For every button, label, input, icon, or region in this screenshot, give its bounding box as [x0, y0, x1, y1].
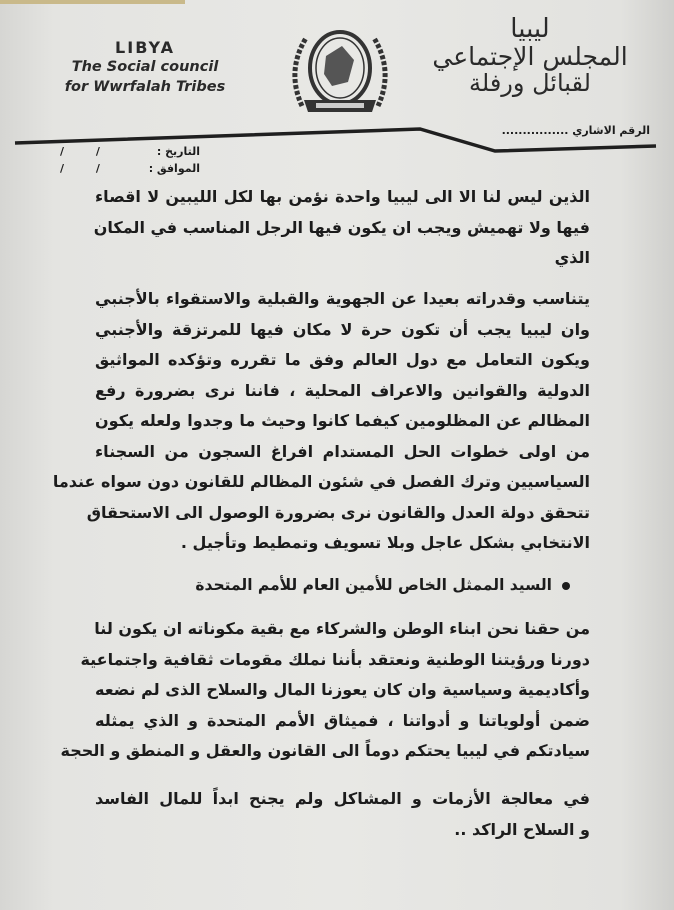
text-line: المظالم عن المظلومين كيفما كانوا وحيث ما وجدوا ولعله يكون [95, 411, 590, 430]
date-value-2: / / [60, 162, 114, 175]
text-line: سيادتكم في ليبيا يحتكم دوماً الى القانون والعقل و المنطق و الحجة [60, 741, 590, 760]
reference-number-field [502, 124, 650, 137]
letterhead-english [40, 38, 250, 97]
date-fields [60, 145, 200, 179]
text-line: الدولية والقوانين والاعراف المحلية ، فاننا نرى بضرورة رفع [95, 380, 590, 400]
council-emblem-icon [282, 26, 398, 118]
letterhead-country-ar: ليبيا [510, 14, 550, 44]
date-label: التاريخ : [156, 145, 200, 158]
paragraph-1 [95, 182, 590, 274]
date-field-hijri [60, 145, 200, 162]
text-line: وان ليبيا يجب أن تكون حرة لا مكان فيها للمرتزقة والأجنبي [95, 319, 590, 339]
text-line: دورنا ورؤيتنا الوطنية ونعتقد بأننا نملك مقومات ثقافية واجتماعية [80, 649, 590, 669]
bullet-heading-text: السيد الممثل الخاص للأمين العام للأمم المتحدة [195, 576, 552, 594]
letterhead-org-ar-line2: لقبائل ورفلة [469, 69, 591, 97]
letterhead-org-line1: The Social council [71, 59, 219, 75]
text-line: ضمن أولوياتنا و أدواتنا ، فميثاق الأمم المتحدة و الذي يمثله [95, 710, 590, 730]
text-line: و السلاح الراكد .. [454, 819, 590, 839]
text-line: يتناسب وقدراته بعيدا عن الجهوية والقبلية والاستقواء بالأجنبي [95, 289, 590, 308]
text-line: ويكون التعامل مع دول العالم وفق ما تقرره وتؤكده المواثيق [95, 350, 590, 369]
date-label-2: الموافق : [148, 162, 200, 175]
bullet-heading [180, 576, 570, 594]
text-line: من اولى خطوات الحل المستدام افراغ السجون من السجناء [95, 441, 590, 461]
text-line: في معالجة الأزمات و المشاكل ولم يجنح ابداً للمال الفاسد [95, 789, 590, 808]
reference-value: ................ [501, 124, 569, 137]
letterhead-arabic [430, 14, 630, 96]
photo-edge [0, 0, 185, 4]
paragraph-3 [60, 614, 590, 767]
text-line: الذي [554, 248, 590, 267]
paragraph-2 [52, 284, 590, 559]
letterhead-org-line2: for Wwrfalah Tribes [64, 79, 226, 95]
letterhead-country: LIBYA [115, 38, 175, 57]
text-line: الانتخابي بشكل عاجل وبلا تسويف وتمطيط وتأجيل . [180, 533, 590, 552]
paragraph-4 [95, 784, 590, 845]
text-line: من حقنا نحن ابناء الوطن والشركاء مع بقية مكوناته ان يكون لنا [94, 619, 590, 638]
text-line: الذين ليس لنا الا الى ليبيا واحدة نؤمن بها لكل الليبين لا اقصاء [95, 187, 590, 206]
date-value: / / [60, 145, 114, 158]
text-line: فيها ولا تهميش ويجب ان يكون فيها الرجل المناسب في المكان [93, 217, 590, 237]
text-line: تتحقق دولة العدل والقانون نرى بضرورة الوصول الى الاستحقاق [86, 502, 590, 522]
text-line: السياسيين وترك الفصل في شئون المظالم للقانون دون سواه عندما [52, 472, 590, 491]
letterhead-org-ar-line1: المجلس الإجتماعي [432, 42, 628, 71]
text-line: وأكاديمية وسياسية وان كان يعوزنا المال والسلاح الذى لم نضعه [95, 680, 590, 699]
bullet-icon [562, 582, 570, 590]
date-field-gregorian [60, 162, 200, 179]
reference-label: الرقم الاشاري [572, 124, 650, 137]
